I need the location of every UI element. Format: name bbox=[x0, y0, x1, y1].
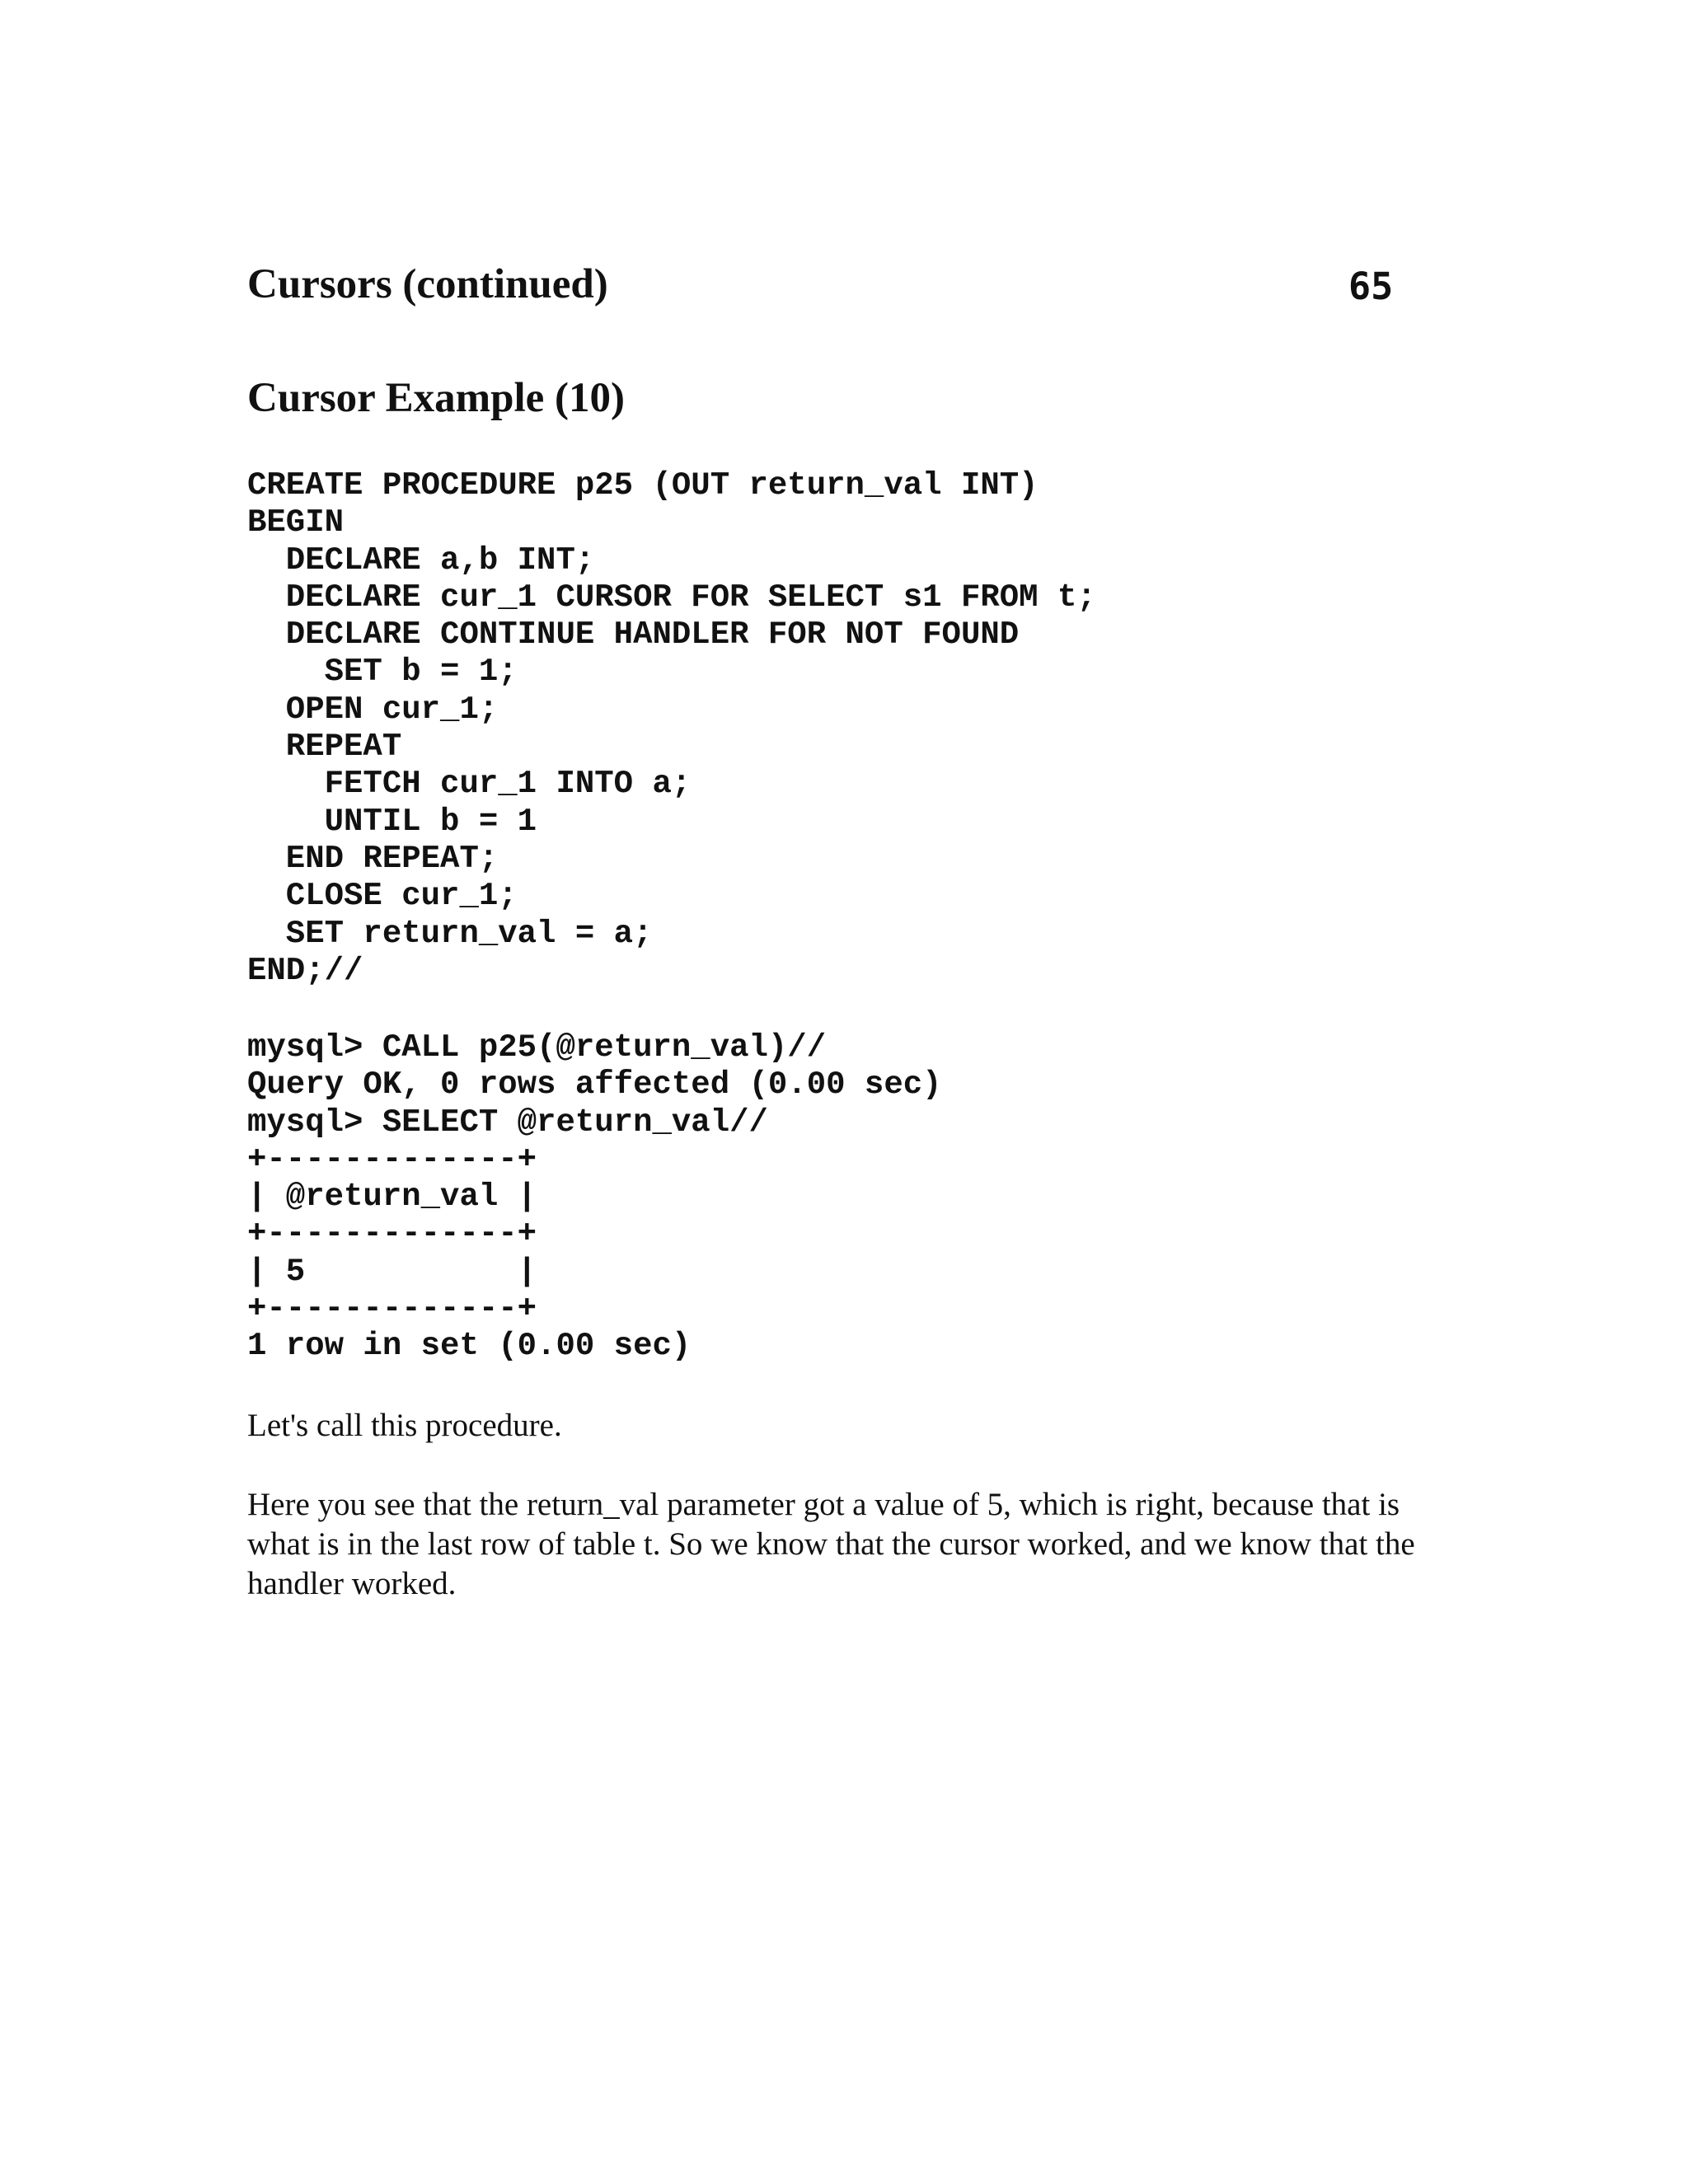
session-line: mysql> SELECT @return_val// bbox=[247, 1104, 768, 1141]
procedure-code-block bbox=[247, 467, 1096, 990]
session-line: 1 row in set (0.00 sec) bbox=[247, 1328, 692, 1365]
code-line: OPEN cur_1; bbox=[247, 691, 499, 728]
section-title: Cursor Example (10) bbox=[247, 375, 626, 421]
page-number: 65 bbox=[1348, 265, 1394, 308]
session-line: | 5 | bbox=[247, 1253, 537, 1290]
code-line: END;// bbox=[247, 952, 363, 989]
session-line: Query OK, 0 rows affected (0.00 sec) bbox=[247, 1066, 942, 1104]
code-line: DECLARE CONTINUE HANDLER FOR NOT FOUND bbox=[247, 616, 1020, 654]
session-line: +-------------+ bbox=[247, 1291, 537, 1328]
code-line: SET b = 1; bbox=[247, 654, 518, 691]
code-line: DECLARE a,b INT; bbox=[247, 541, 595, 579]
paragraph-intro: Let's call this procedure. bbox=[247, 1408, 562, 1443]
mysql-session-output bbox=[247, 1029, 942, 1366]
session-line: +-------------+ bbox=[247, 1141, 537, 1178]
paragraph-explanation: Here you see that the return_val parameter got a value of 5, which is right, because that is what is in the last row of table t. So we know that the cursor worked, and we know that the handler worked. bbox=[247, 1487, 1415, 1601]
code-line: SET return_val = a; bbox=[247, 915, 653, 952]
code-line: FETCH cur_1 INTO a; bbox=[247, 766, 692, 803]
code-line: REPEAT bbox=[247, 729, 402, 766]
code-line: CREATE PROCEDURE p25 (OUT return_val INT) bbox=[247, 467, 1039, 504]
code-line: END REPEAT; bbox=[247, 840, 499, 877]
page-header-title: Cursors (continued) bbox=[247, 261, 608, 307]
code-line: BEGIN bbox=[247, 504, 345, 541]
session-line: | @return_val | bbox=[247, 1179, 537, 1216]
code-line: DECLARE cur_1 CURSOR FOR SELECT s1 FROM t; bbox=[247, 579, 1096, 616]
code-line: CLOSE cur_1; bbox=[247, 878, 518, 915]
code-line: UNTIL b = 1 bbox=[247, 803, 537, 840]
session-line: +-------------+ bbox=[247, 1216, 537, 1253]
session-line: mysql> CALL p25(@return_val)// bbox=[247, 1029, 827, 1066]
